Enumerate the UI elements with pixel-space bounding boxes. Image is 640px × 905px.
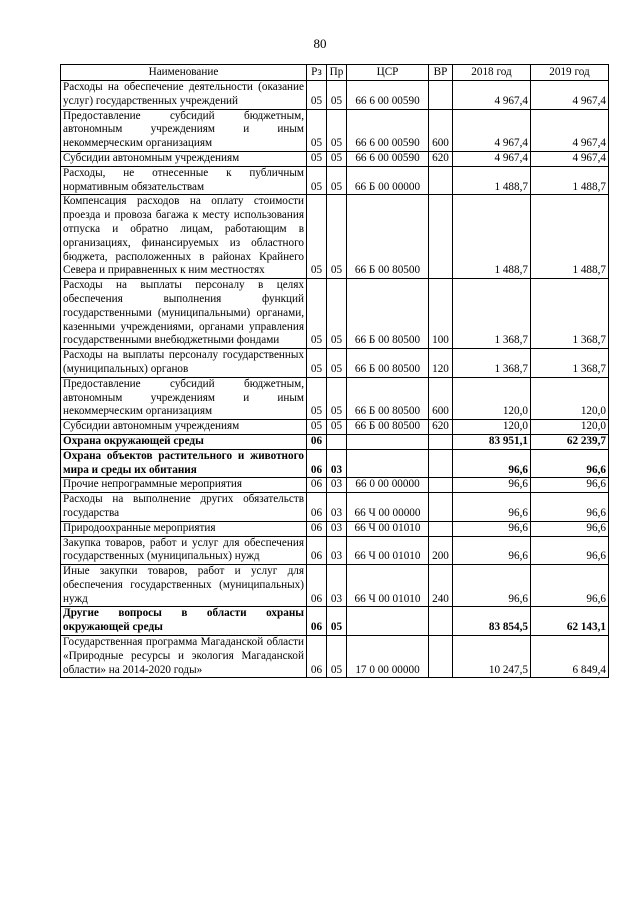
row-2018-cell: 83 854,5 (453, 607, 531, 636)
row-2019-cell: 120,0 (531, 420, 609, 435)
row-2018-cell: 96,6 (453, 521, 531, 536)
row-pr-cell: 05 (327, 377, 347, 419)
row-rz-cell: 05 (307, 349, 327, 378)
row-vr-cell (429, 81, 453, 110)
table-header-row (61, 65, 609, 81)
row-name-cell: Расходы на обеспечение деятельности (оказание услуг) государственных учреждений (61, 81, 307, 110)
row-csr-cell: 66 6 00 00590 (347, 109, 429, 151)
row-rz-cell: 05 (307, 109, 327, 151)
row-name-cell: Природоохранные мероприятия (61, 521, 307, 536)
row-name-cell: Государственная программа Магаданской области «Природные ресурсы и экология Магаданской области» на 2014-2020 годы» (61, 636, 307, 678)
row-2018-cell: 10 247,5 (453, 636, 531, 678)
table-row (61, 349, 609, 378)
row-pr-cell: 03 (327, 565, 347, 607)
row-2019-cell: 62 239,7 (531, 434, 609, 449)
row-vr-cell (429, 434, 453, 449)
row-csr-cell: 66 Б 00 80500 (347, 195, 429, 279)
row-name-cell: Прочие непрограммные мероприятия (61, 478, 307, 493)
table-row (61, 151, 609, 166)
row-2019-cell: 96,6 (531, 565, 609, 607)
row-pr-cell: 05 (327, 166, 347, 195)
row-pr-cell: 03 (327, 478, 347, 493)
row-pr-cell: 05 (327, 607, 347, 636)
row-name-cell: Расходы на выплаты персоналу в целях обеспечения выполнения функций государственными (муниципальными) органами, казенными учреждениями, органами управления государственными внебюджетными фондами (61, 279, 307, 349)
row-csr-cell: 17 0 00 00000 (347, 636, 429, 678)
header-2018: 2018 год (453, 65, 531, 81)
row-rz-cell: 06 (307, 636, 327, 678)
table-row (61, 279, 609, 349)
row-2019-cell: 96,6 (531, 536, 609, 565)
row-vr-cell: 600 (429, 109, 453, 151)
row-csr-cell: 66 Ч 00 01010 (347, 536, 429, 565)
row-pr-cell: 03 (327, 449, 347, 478)
row-2018-cell: 96,6 (453, 478, 531, 493)
row-pr-cell: 05 (327, 420, 347, 435)
row-pr-cell: 05 (327, 636, 347, 678)
row-pr-cell (327, 434, 347, 449)
row-csr-cell: 66 Б 00 80500 (347, 420, 429, 435)
table-row (61, 565, 609, 607)
row-rz-cell: 06 (307, 565, 327, 607)
row-vr-cell (429, 521, 453, 536)
row-2019-cell: 4 967,4 (531, 151, 609, 166)
row-csr-cell: 66 Б 00 00000 (347, 166, 429, 195)
row-name-cell: Закупка товаров, работ и услуг для обеспечения государственных (муниципальных) нужд (61, 536, 307, 565)
row-vr-cell (429, 195, 453, 279)
row-2018-cell: 96,6 (453, 565, 531, 607)
row-2018-cell: 1 368,7 (453, 279, 531, 349)
row-pr-cell: 05 (327, 151, 347, 166)
table-row (61, 81, 609, 110)
row-2018-cell: 120,0 (453, 377, 531, 419)
row-name-cell: Компенсация расходов на оплату стоимости проезда и провоза багажа к месту использования отпуска и обратно лицам, работающим в организациях, финансируемых из областного бюджета, расположенных в районах Крайнего Севера и приравненных к ним местностях (61, 195, 307, 279)
row-vr-cell: 240 (429, 565, 453, 607)
row-pr-cell: 05 (327, 109, 347, 151)
row-name-cell: Охрана объектов растительного и животного мира и среды их обитания (61, 449, 307, 478)
row-rz-cell: 05 (307, 166, 327, 195)
header-vr: ВР (429, 65, 453, 81)
row-2019-cell: 96,6 (531, 493, 609, 522)
row-pr-cell: 03 (327, 493, 347, 522)
row-name-cell: Расходы на выполнение других обязательств государства (61, 493, 307, 522)
row-2019-cell: 96,6 (531, 449, 609, 478)
table-row (61, 478, 609, 493)
table-row (61, 493, 609, 522)
row-vr-cell (429, 478, 453, 493)
header-name: Наименование (61, 65, 307, 81)
row-csr-cell (347, 449, 429, 478)
row-2019-cell: 62 143,1 (531, 607, 609, 636)
row-name-cell: Субсидии автономным учреждениям (61, 420, 307, 435)
row-rz-cell: 06 (307, 478, 327, 493)
row-vr-cell: 620 (429, 151, 453, 166)
row-pr-cell: 03 (327, 536, 347, 565)
row-csr-cell: 66 Ч 00 00000 (347, 493, 429, 522)
header-pr: Пр (327, 65, 347, 81)
row-rz-cell: 06 (307, 434, 327, 449)
row-vr-cell (429, 166, 453, 195)
row-vr-cell: 120 (429, 349, 453, 378)
row-rz-cell: 05 (307, 279, 327, 349)
row-2019-cell: 4 967,4 (531, 109, 609, 151)
row-name-cell: Расходы на выплаты персоналу государственных (муниципальных) органов (61, 349, 307, 378)
budget-table (60, 64, 609, 678)
table-row (61, 109, 609, 151)
row-2018-cell: 96,6 (453, 449, 531, 478)
row-csr-cell (347, 434, 429, 449)
row-name-cell: Предоставление субсидий бюджетным, автономным учреждениям и иным некоммерческим организациям (61, 109, 307, 151)
row-csr-cell: 66 Б 00 80500 (347, 377, 429, 419)
row-rz-cell: 06 (307, 493, 327, 522)
row-vr-cell: 600 (429, 377, 453, 419)
row-2019-cell: 1 368,7 (531, 349, 609, 378)
row-2018-cell: 1 488,7 (453, 195, 531, 279)
row-rz-cell: 05 (307, 151, 327, 166)
table-row (61, 434, 609, 449)
row-2018-cell: 83 951,1 (453, 434, 531, 449)
row-rz-cell: 05 (307, 195, 327, 279)
row-2019-cell: 4 967,4 (531, 81, 609, 110)
row-vr-cell (429, 636, 453, 678)
row-2018-cell: 1 368,7 (453, 349, 531, 378)
row-name-cell: Другие вопросы в области охраны окружающей среды (61, 607, 307, 636)
row-vr-cell: 200 (429, 536, 453, 565)
row-rz-cell: 06 (307, 521, 327, 536)
row-pr-cell: 05 (327, 349, 347, 378)
table-row (61, 521, 609, 536)
table-row (61, 166, 609, 195)
row-2018-cell: 96,6 (453, 493, 531, 522)
row-2018-cell: 4 967,4 (453, 151, 531, 166)
row-vr-cell: 100 (429, 279, 453, 349)
row-pr-cell: 05 (327, 279, 347, 349)
row-2018-cell: 4 967,4 (453, 81, 531, 110)
row-2019-cell: 120,0 (531, 377, 609, 419)
row-csr-cell: 66 6 00 00590 (347, 81, 429, 110)
table-row (61, 195, 609, 279)
table-body (61, 81, 609, 678)
row-2019-cell: 1 368,7 (531, 279, 609, 349)
row-vr-cell (429, 493, 453, 522)
header-2019: 2019 год (531, 65, 609, 81)
table-row (61, 636, 609, 678)
row-2019-cell: 96,6 (531, 478, 609, 493)
row-csr-cell: 66 Б 00 80500 (347, 279, 429, 349)
row-rz-cell: 06 (307, 536, 327, 565)
row-rz-cell: 05 (307, 81, 327, 110)
table-row (61, 607, 609, 636)
row-2018-cell: 4 967,4 (453, 109, 531, 151)
row-vr-cell (429, 607, 453, 636)
row-name-cell: Предоставление субсидий бюджетным, автономным учреждениям и иным некоммерческим организациям (61, 377, 307, 419)
row-2019-cell: 96,6 (531, 521, 609, 536)
row-csr-cell: 66 6 00 00590 (347, 151, 429, 166)
row-csr-cell: 66 Ч 00 01010 (347, 565, 429, 607)
row-name-cell: Субсидии автономным учреждениям (61, 151, 307, 166)
table-row (61, 377, 609, 419)
row-2018-cell: 120,0 (453, 420, 531, 435)
row-2018-cell: 96,6 (453, 536, 531, 565)
row-rz-cell: 06 (307, 607, 327, 636)
row-2018-cell: 1 488,7 (453, 166, 531, 195)
table-row (61, 449, 609, 478)
row-2019-cell: 6 849,4 (531, 636, 609, 678)
page-number: 80 (313, 36, 327, 51)
row-vr-cell (429, 449, 453, 478)
row-rz-cell: 05 (307, 377, 327, 419)
row-name-cell: Охрана окружающей среды (61, 434, 307, 449)
row-vr-cell: 620 (429, 420, 453, 435)
row-name-cell: Расходы, не отнесенные к публичным нормативным обязательствам (61, 166, 307, 195)
row-csr-cell: 66 0 00 00000 (347, 478, 429, 493)
row-name-cell: Иные закупки товаров, работ и услуг для обеспечения государственных (муниципальных) нужд (61, 565, 307, 607)
row-2019-cell: 1 488,7 (531, 195, 609, 279)
row-2019-cell: 1 488,7 (531, 166, 609, 195)
row-pr-cell: 05 (327, 81, 347, 110)
header-rz: Рз (307, 65, 327, 81)
row-csr-cell: 66 Ч 00 01010 (347, 521, 429, 536)
header-csr: ЦСР (347, 65, 429, 81)
row-pr-cell: 05 (327, 195, 347, 279)
table-row (61, 536, 609, 565)
row-csr-cell (347, 607, 429, 636)
row-pr-cell: 03 (327, 521, 347, 536)
row-rz-cell: 05 (307, 420, 327, 435)
table-row (61, 420, 609, 435)
row-rz-cell: 06 (307, 449, 327, 478)
row-csr-cell: 66 Б 00 80500 (347, 349, 429, 378)
